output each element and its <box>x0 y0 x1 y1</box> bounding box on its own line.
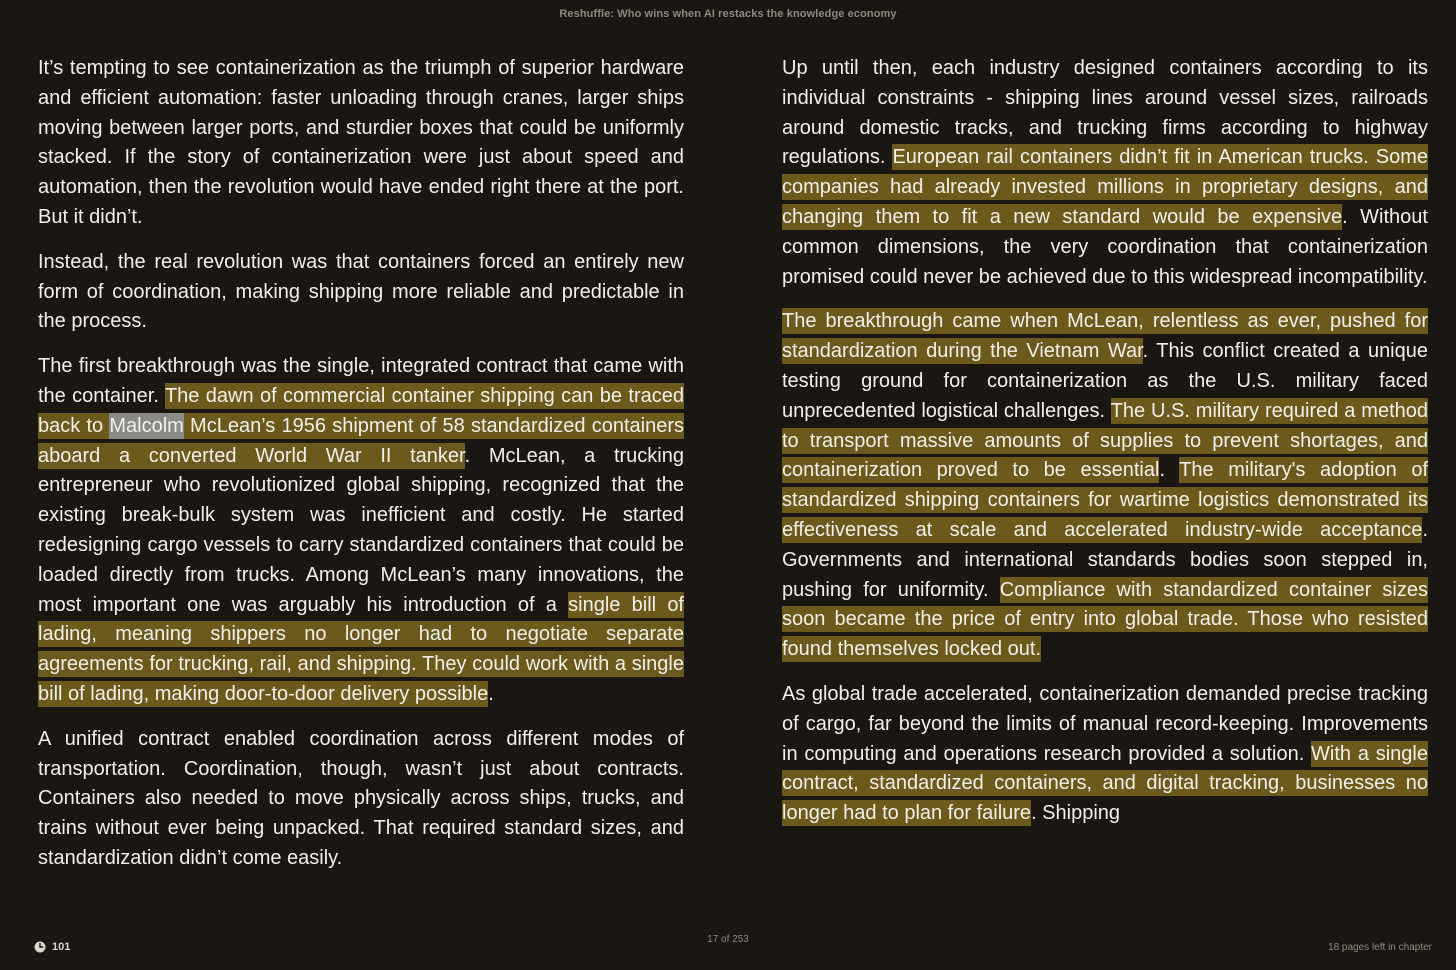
text-run: . This conflict created a unique testing ground for containerization as the U.S. military faced unprecedented logistical challenges. <box>782 340 1428 422</box>
text-run: . McLean, a trucking entrepreneur who revolutionized global shipping, recognized that the existing break-bulk system was inefficient and costly. He started redesigning cargo vessels to carry standardized containers that could be loaded directly from trucks. Among McLean’s many innovations, the most important one was arguably his introduction of a <box>38 444 684 616</box>
page-indicator: 17 of 253 <box>707 934 749 945</box>
highlight[interactable]: The U.S. military required a method to transport massive amounts of supplies to prevent shortages, and containerization proved to be essential <box>782 399 1428 482</box>
book-title: Reshuffle: Who wins when AI restacks the knowledge economy <box>559 8 897 20</box>
paragraph <box>782 54 1428 292</box>
highlight[interactable]: The military's adoption of standardized shipping containers for wartime logistics demonstrated its effectiveness at scale and accelerated industry-wide acceptance <box>782 459 1428 541</box>
text-run: . <box>1159 459 1180 482</box>
highlight[interactable]: The breakthrough came when McLean, relentless as ever, pushed for standardization during the Vietnam War <box>782 310 1428 363</box>
paragraph: Instead, the real revolution was that containers forced an entirely new form of coordination, making shipping more reliable and predictable in the process. <box>38 250 684 333</box>
paragraph <box>782 680 1428 829</box>
highlight[interactable]: McLean’s 1956 shipment of 58 standardized containers aboard a converted World War II tanker <box>38 414 684 467</box>
text-run: . Shipping <box>1031 802 1121 825</box>
highlight[interactable]: The dawn of commercial container shipping can be traced back to <box>38 384 684 437</box>
paragraph <box>38 352 684 710</box>
highlight[interactable]: With a single contract, standardized containers, and digital tracking, businesses no longer had to plan for failure <box>782 742 1428 825</box>
text-run: Up until then, each industry designed containers according to its individual constraints - shipping lines around vessel sizes, railroads around domestic tracks, and trucking firms according to highway regulations. <box>782 57 1428 169</box>
paragraph: It’s tempting to see containerization as the triumph of superior hardware and efficient automation: faster unloading through cranes, larger ships moving between larger ports, and sturdier boxes that could be uniformly stacked. If the story of containerization were just about speed and automation, then the revolution would have ended right there at the port. But it didn’t. <box>38 57 684 228</box>
highlight[interactable]: Compliance with standardized container sizes soon became the price of entry into global trade. Those who resisted found themselves locked out. <box>782 578 1428 661</box>
text-run: The first breakthrough was the single, integrated contract that came with the container. <box>38 355 684 407</box>
text-run: . <box>488 682 494 705</box>
text-run: . Governments and international standards bodies soon stepped in, pushing for uniformity. <box>782 518 1428 601</box>
left-page-column[interactable] <box>38 54 684 889</box>
text-run: As global trade accelerated, containerization demanded precise tracking of cargo, far beyond the limits of manual record-keeping. Improvements in computing and operations research provided a solution. <box>782 682 1428 765</box>
highlight[interactable]: single bill of lading, meaning shippers no longer had to negotiate separate agreements for trucking, rail, and shipping. They could work with a single bill of lading, making door-to-door delivery possible <box>38 593 684 705</box>
text-selection[interactable]: Malcolm <box>109 414 184 437</box>
highlight[interactable]: European rail containers didn’t fit in American trucks. Some companies had already invested millions in proprietary designs, and changing them to fit a new standard would be expensive <box>782 146 1428 228</box>
pages-left-in-chapter: 18 pages left in chapter <box>1328 942 1432 953</box>
paragraph: A unified contract enabled coordination across different modes of transportation. Coordination, though, wasn’t just about contracts. Containers also needed to move physically across ships, trucks, and trains without ever being unpacked. That required standard sizes, and standardization didn’t come easily. <box>38 727 684 869</box>
text-run: . Without common dimensions, the very coordination that containerization promised could never be achieved due to this widespread incompatibility. <box>782 205 1428 288</box>
time-left-value: 101 <box>52 941 71 953</box>
right-page-column[interactable] <box>782 54 1428 844</box>
paragraph <box>782 307 1428 665</box>
